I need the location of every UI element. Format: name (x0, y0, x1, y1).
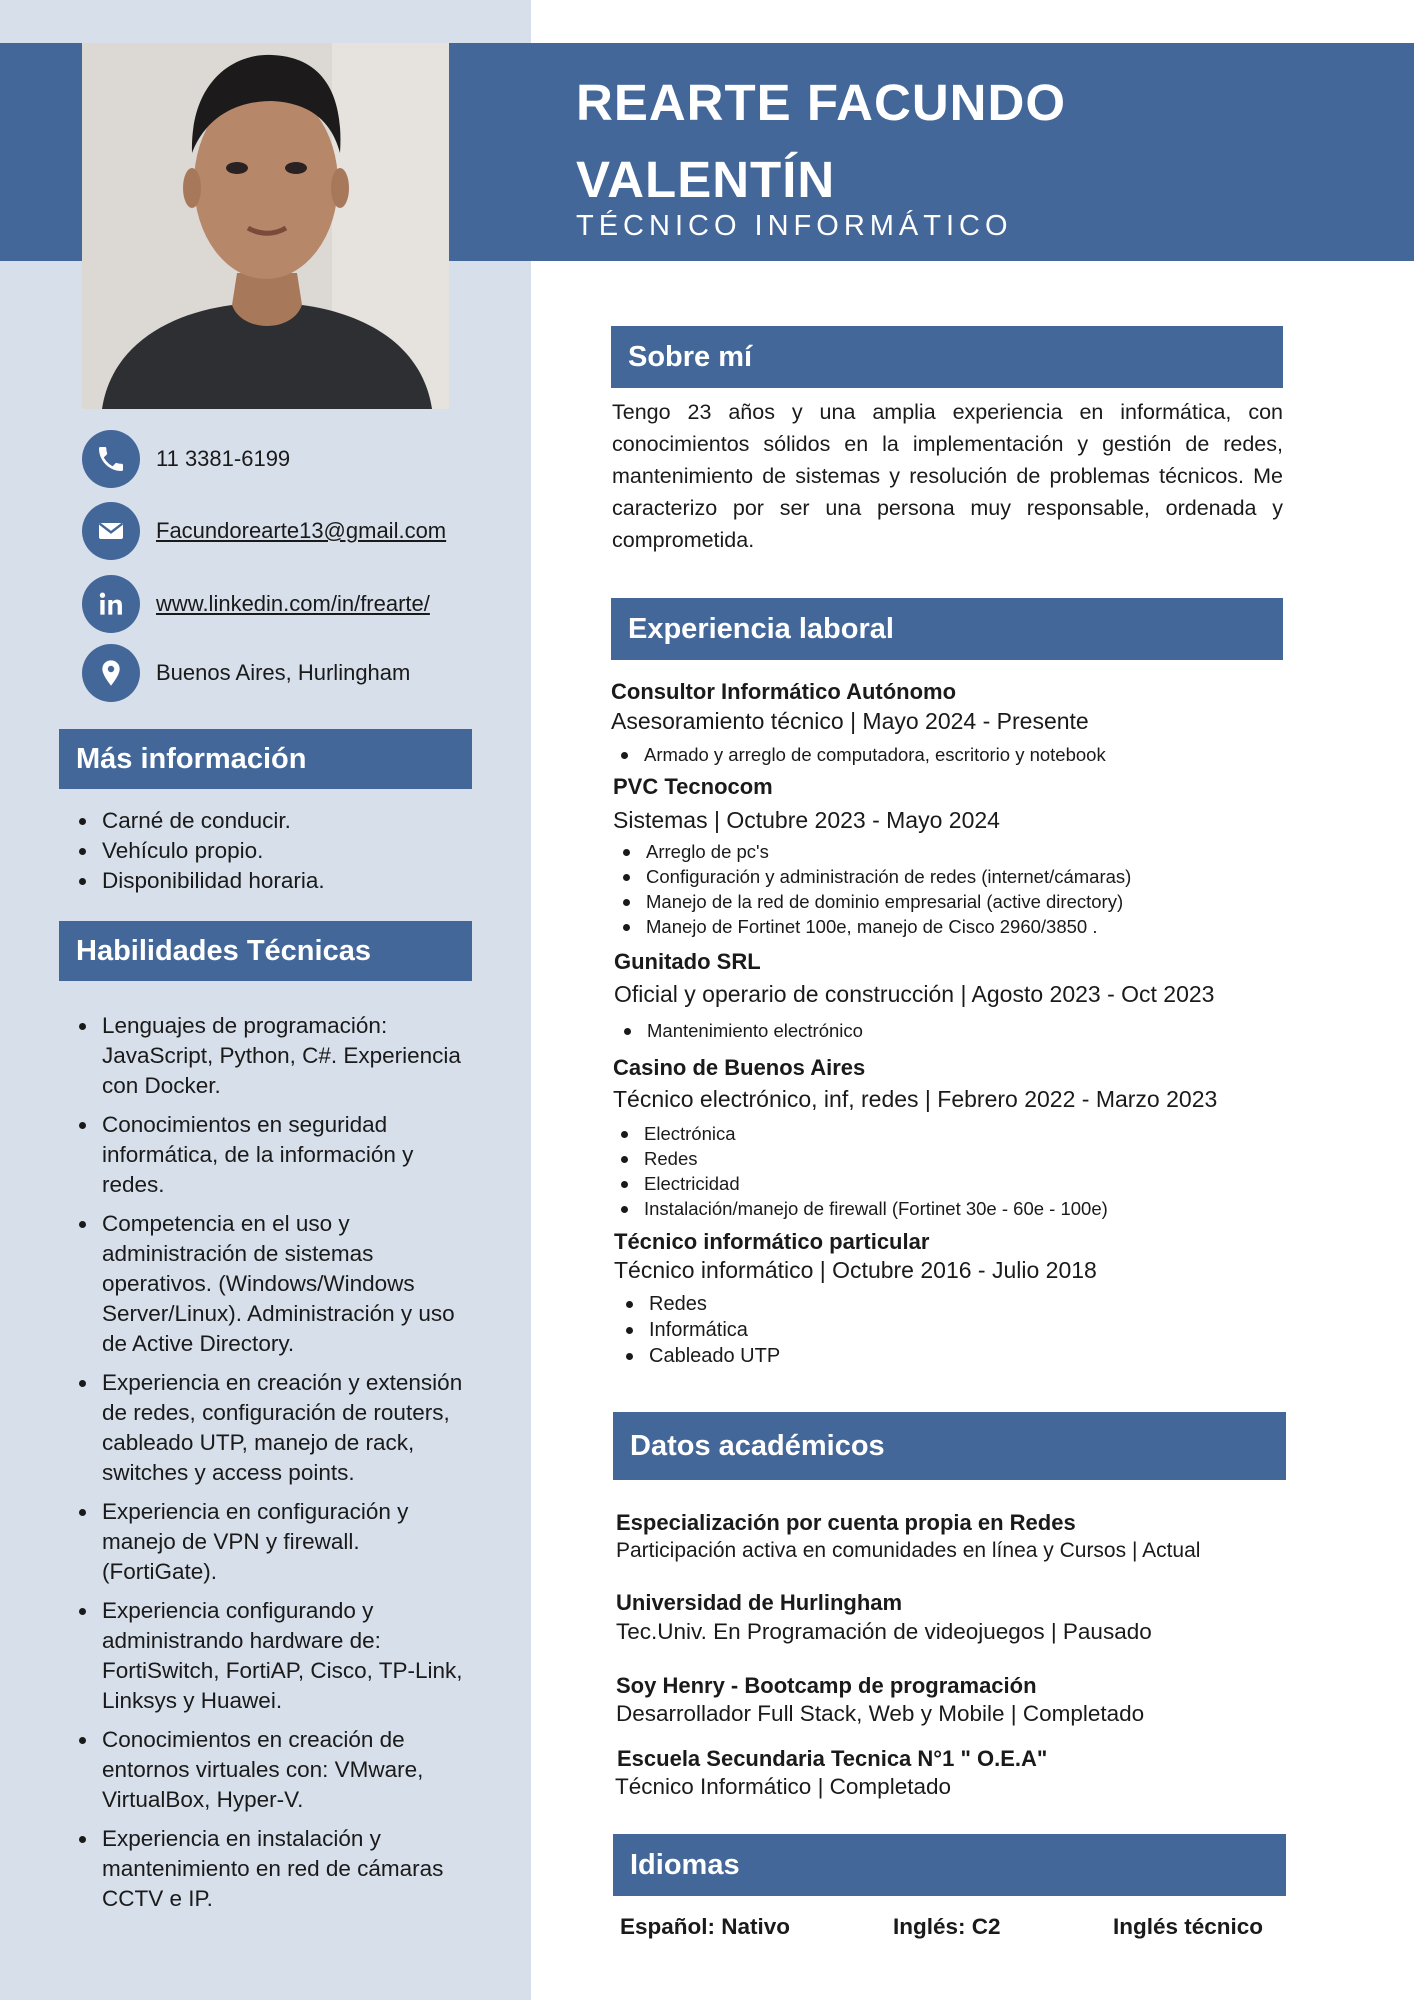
list-item: Vehículo propio. (74, 836, 474, 866)
list-item: Carné de conducir. (74, 806, 474, 836)
languages-heading: Idiomas (613, 1834, 1286, 1896)
language-english: Inglés: C2 (893, 1914, 1001, 1939)
job-bullets (619, 1018, 863, 1043)
list-item: Disponibilidad horaria. (74, 866, 474, 896)
about-heading: Sobre mí (611, 326, 1283, 388)
education-detail: Tec.Univ. En Programación de videojuegos | Pausado (616, 1619, 1152, 1644)
list-item: Informática (621, 1317, 780, 1343)
list-item: Experiencia en instalación y mantenimiento en red de cámaras CCTV e IP. (74, 1824, 469, 1914)
list-item: Conocimientos en creación de entornos virtuales con: VMware, VirtualBox, Hyper-V. (74, 1725, 469, 1815)
more-info-heading: Más información (59, 729, 472, 789)
language-spanish: Español: Nativo (620, 1914, 791, 1939)
list-item: Instalación/manejo de firewall (Fortinet 30e - 60e - 100e) (616, 1196, 1108, 1221)
name-line-1: REARTE FACUNDO (576, 74, 1067, 131)
job-subtitle: TÉCNICO INFORMÁTICO (576, 210, 1013, 242)
education-detail: Participación activa en comunidades en línea y Cursos | Actual (616, 1539, 1201, 1562)
location-pin-icon (82, 644, 140, 702)
job-role: Asesoramiento técnico | Mayo 2024 - Presente (611, 708, 1089, 734)
education-title: Especialización por cuenta propia en Redes (616, 1510, 1076, 1535)
skills-list (74, 1011, 469, 1923)
list-item: Manejo de la red de dominio empresarial (active directory) (618, 889, 1131, 914)
more-info-list (74, 806, 474, 896)
contact-location (82, 644, 410, 702)
list-item: Electricidad (616, 1171, 1108, 1196)
education-title: Universidad de Hurlingham (616, 1590, 903, 1615)
list-item: Electrónica (616, 1121, 1108, 1146)
job-bullets (616, 742, 1106, 767)
profile-photo (82, 43, 449, 409)
job-role: Técnico informático | Octubre 2016 - Julio 2018 (614, 1257, 1097, 1283)
list-item: Cableado UTP (621, 1343, 780, 1369)
list-item: Experiencia en creación y extensión de redes, configuración de routers, cableado UTP, manejo de rack, switches y access points. (74, 1368, 469, 1488)
list-item: Manejo de Fortinet 100e, manejo de Cisco 2960/3850 . (618, 914, 1131, 939)
linkedin-link[interactable]: www.linkedin.com/in/frearte/ (156, 591, 430, 616)
list-item: Experiencia configurando y administrando hardware de: FortiSwitch, FortiAP, Cisco, TP-Link, Linksys y Huawei. (74, 1596, 469, 1716)
phone-icon (82, 430, 140, 488)
contact-linkedin (82, 575, 430, 633)
job-role: Técnico electrónico, inf, redes | Febrero 2022 - Marzo 2023 (613, 1086, 1218, 1112)
education-detail: Técnico Informático | Completado (615, 1774, 951, 1799)
email-link[interactable]: Facundorearte13@gmail.com (156, 518, 447, 543)
education-title: Escuela Secundaria Tecnica N°1 " O.E.A" (617, 1746, 1048, 1771)
job-bullets (618, 839, 1131, 939)
list-item: Redes (621, 1291, 780, 1317)
education-detail: Desarrollador Full Stack, Web y Mobile | Completado (616, 1701, 1145, 1726)
education-title: Soy Henry - Bootcamp de programación (616, 1673, 1037, 1698)
list-item: Armado y arreglo de computadora, escritorio y notebook (616, 742, 1106, 767)
job-bullets (616, 1121, 1108, 1221)
job-company: Técnico informático particular (614, 1229, 930, 1254)
list-item: Configuración y administración de redes (internet/cámaras) (618, 864, 1131, 889)
education-heading: Datos académicos (613, 1412, 1286, 1480)
job-company: Casino de Buenos Aires (613, 1055, 866, 1080)
list-item: Lenguajes de programación: JavaScript, Python, C#. Experiencia con Docker. (74, 1011, 469, 1101)
experience-heading: Experiencia laboral (611, 598, 1283, 660)
job-company: PVC Tecnocom (613, 774, 773, 799)
job-company: Consultor Informático Autónomo (611, 679, 957, 704)
job-role: Oficial y operario de construcción | Agosto 2023 - Oct 2023 (614, 981, 1215, 1007)
contact-phone (82, 430, 290, 488)
job-role: Sistemas | Octubre 2023 - Mayo 2024 (613, 807, 1000, 833)
skills-heading: Habilidades Técnicas (59, 921, 472, 981)
job-bullets (621, 1291, 780, 1369)
contact-email (82, 502, 446, 560)
list-item: Redes (616, 1146, 1108, 1171)
list-item: Competencia en el uso y administración de sistemas operativos. (Windows/Windows Server/Linux). Administración y uso de Active Directory. (74, 1209, 469, 1359)
language-technical-english: Inglés técnico (1113, 1914, 1264, 1939)
list-item: Mantenimiento electrónico (619, 1018, 863, 1043)
list-item: Arreglo de pc's (618, 839, 1131, 864)
list-item: Experiencia en configuración y manejo de VPN y firewall. (FortiGate). (74, 1497, 469, 1587)
name-line-2: VALENTÍN (576, 151, 836, 208)
mail-icon (82, 502, 140, 560)
location-text: Buenos Aires, Hurlingham (156, 660, 411, 685)
list-item: Conocimientos en seguridad informática, de la información y redes. (74, 1110, 469, 1200)
full-name (576, 64, 1376, 218)
linkedin-icon (82, 575, 140, 633)
about-text: Tengo 23 años y una amplia experiencia en informática, con conocimientos sólidos en la implementación y gestión de redes, mantenimiento de sistemas y resolución de problemas técnicos. Me caracterizo por ser una persona muy responsable, ordenada y comprometida. (612, 400, 1283, 552)
job-company: Gunitado SRL (614, 949, 761, 974)
phone-number: 11 3381-6199 (156, 446, 291, 471)
